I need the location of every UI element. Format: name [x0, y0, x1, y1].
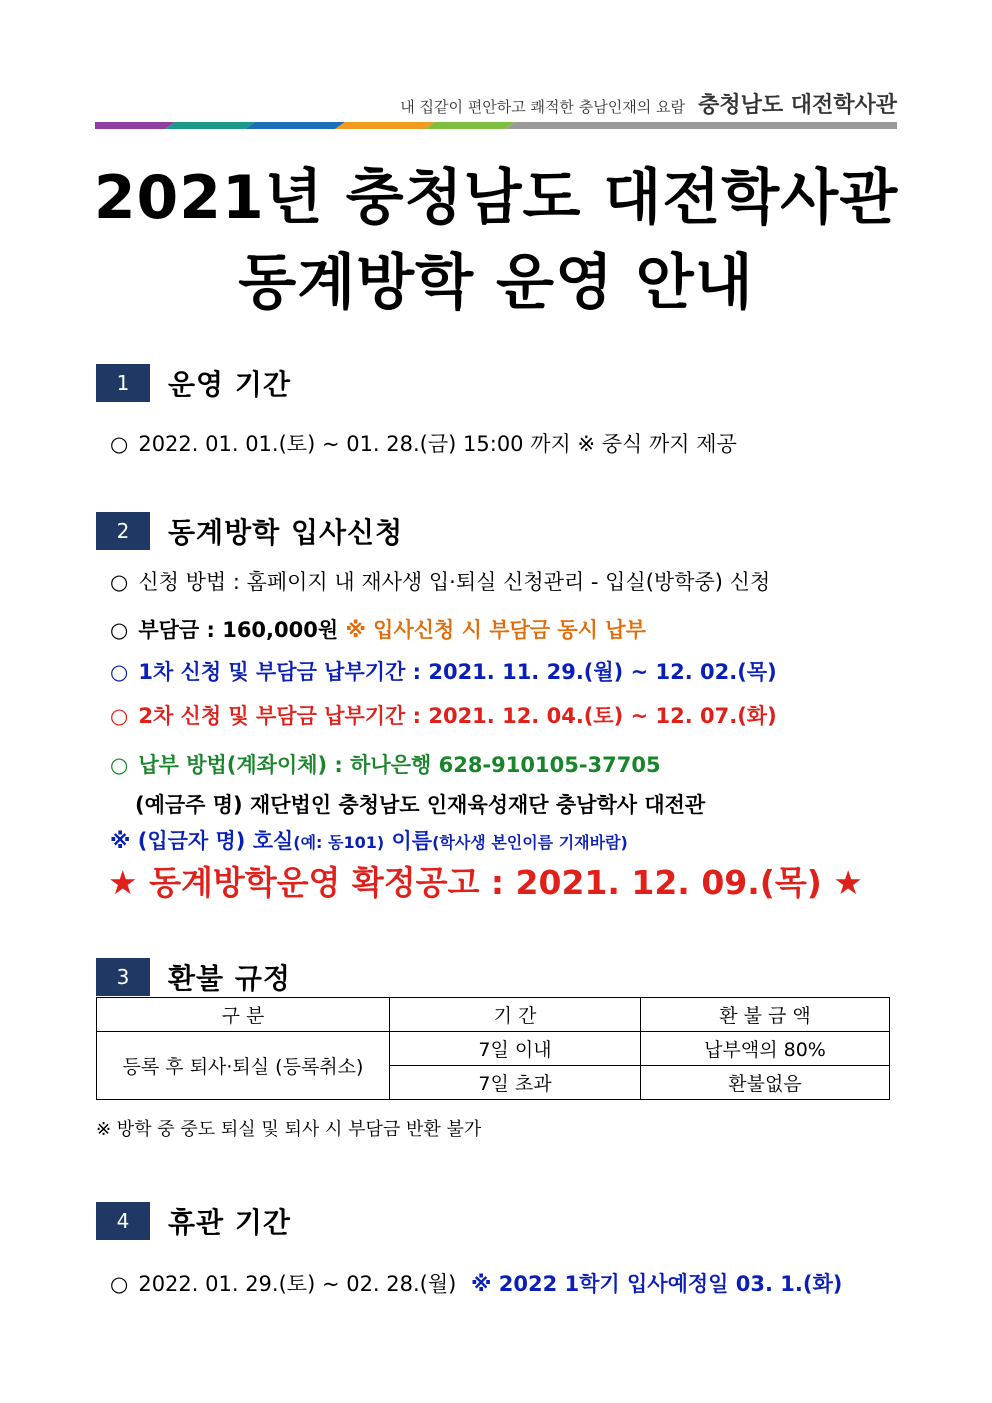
section-title: 동계방학 입사신청 [168, 516, 404, 549]
section-1-heading [96, 364, 291, 402]
closure-note: ※ 2022 1학기 입사예정일 03. 1.(화) [471, 1272, 843, 1296]
table-row [97, 1032, 890, 1066]
depositor-line [110, 825, 628, 855]
payment-method-text: 납부 방법(계좌이체) : 하나은행 628-910105-37705 [138, 753, 661, 777]
table-header-row [97, 998, 890, 1032]
refund-amount-cell: 납부액의 80% [641, 1032, 890, 1066]
circle-bullet-icon: ○ [110, 432, 129, 456]
circle-bullet-icon: ○ [110, 753, 129, 777]
round1-text: 1차 신청 및 부담금 납부기간 : 2021. 11. 29.(월) ~ 12. 02.(목) [138, 660, 777, 684]
depositor-room-label: ※ (입금자 명) 호실 [110, 829, 294, 853]
depositor-example: (예: 동101) [293, 833, 385, 852]
circle-bullet-icon: ○ [110, 660, 129, 684]
closure-period [110, 1268, 842, 1298]
section-number: 1 [96, 364, 150, 402]
depositor-name-note: (학사생 본인이름 기재바람) [432, 833, 628, 852]
fee-label: 부담금 : 160,000원 [138, 618, 339, 642]
confirmation-announcement: ★ 동계방학운영 확정공고 : 2021. 12. 09.(목) ★ [108, 863, 863, 902]
page-title-line2: 동계방학 운영 안내 [238, 248, 754, 318]
round2-line [110, 700, 777, 730]
header-color-stripe [95, 122, 897, 129]
circle-bullet-icon: ○ [110, 1272, 129, 1296]
section-4-heading [96, 1202, 291, 1240]
round1-line [110, 656, 777, 686]
payment-method-line [110, 749, 661, 779]
header-org-name: 충청남도 대전학사관 [698, 93, 897, 118]
table-header-cell: 구 분 [97, 998, 390, 1032]
circle-bullet-icon: ○ [110, 618, 129, 642]
table-header-cell: 환 불 금 액 [641, 998, 890, 1032]
section-3-heading [96, 958, 291, 996]
header-tagline: 내 집같이 편안하고 쾌적한 충남인재의 요람 [400, 98, 685, 116]
section-title: 휴관 기간 [168, 1206, 291, 1239]
section-number: 4 [96, 1202, 150, 1240]
closure-period-text: 2022. 01. 29.(토) ~ 02. 28.(월) [138, 1272, 457, 1296]
section-number: 2 [96, 512, 150, 550]
operation-period [110, 428, 737, 458]
refund-amount-cell: 환불없음 [641, 1066, 890, 1100]
application-method [110, 566, 770, 596]
refund-table [96, 997, 890, 1100]
account-holder: (예금주 명) 재단법인 충청남도 인재육성재단 충남학사 대전관 [135, 793, 706, 817]
document-header [95, 88, 897, 119]
application-method-text: 신청 방법 : 홈페이지 내 재사생 입·퇴실 신청관리 - 입실(방학중) 신청 [138, 570, 771, 594]
section-2-heading [96, 512, 403, 550]
page-title-line1: 2021년 충청남도 대전학사관 [93, 163, 899, 233]
fee-line [110, 614, 646, 644]
refund-period-cell: 7일 이내 [390, 1032, 641, 1066]
refund-category-cell: 등록 후 퇴사·퇴실 (등록취소) [97, 1032, 390, 1100]
section-title: 운영 기간 [168, 368, 291, 401]
circle-bullet-icon: ○ [110, 704, 129, 728]
round2-text: 2차 신청 및 부담금 납부기간 : 2021. 12. 04.(토) ~ 12. 07.(화) [138, 704, 777, 728]
fee-note: ※ 입사신청 시 부담금 동시 납부 [345, 618, 646, 642]
circle-bullet-icon: ○ [110, 570, 129, 594]
table-header-cell: 기 간 [390, 998, 641, 1032]
refund-note: ※ 방학 중 중도 퇴실 및 퇴사 시 부담금 반환 불가 [96, 1119, 482, 1140]
refund-period-cell: 7일 초과 [390, 1066, 641, 1100]
operation-period-text: 2022. 01. 01.(토) ~ 01. 28.(금) 15:00 까지 ※ 중식 까지 제공 [138, 432, 737, 456]
section-number: 3 [96, 958, 150, 996]
depositor-name-label: 이름 [391, 829, 433, 853]
section-title: 환불 규정 [168, 962, 291, 995]
